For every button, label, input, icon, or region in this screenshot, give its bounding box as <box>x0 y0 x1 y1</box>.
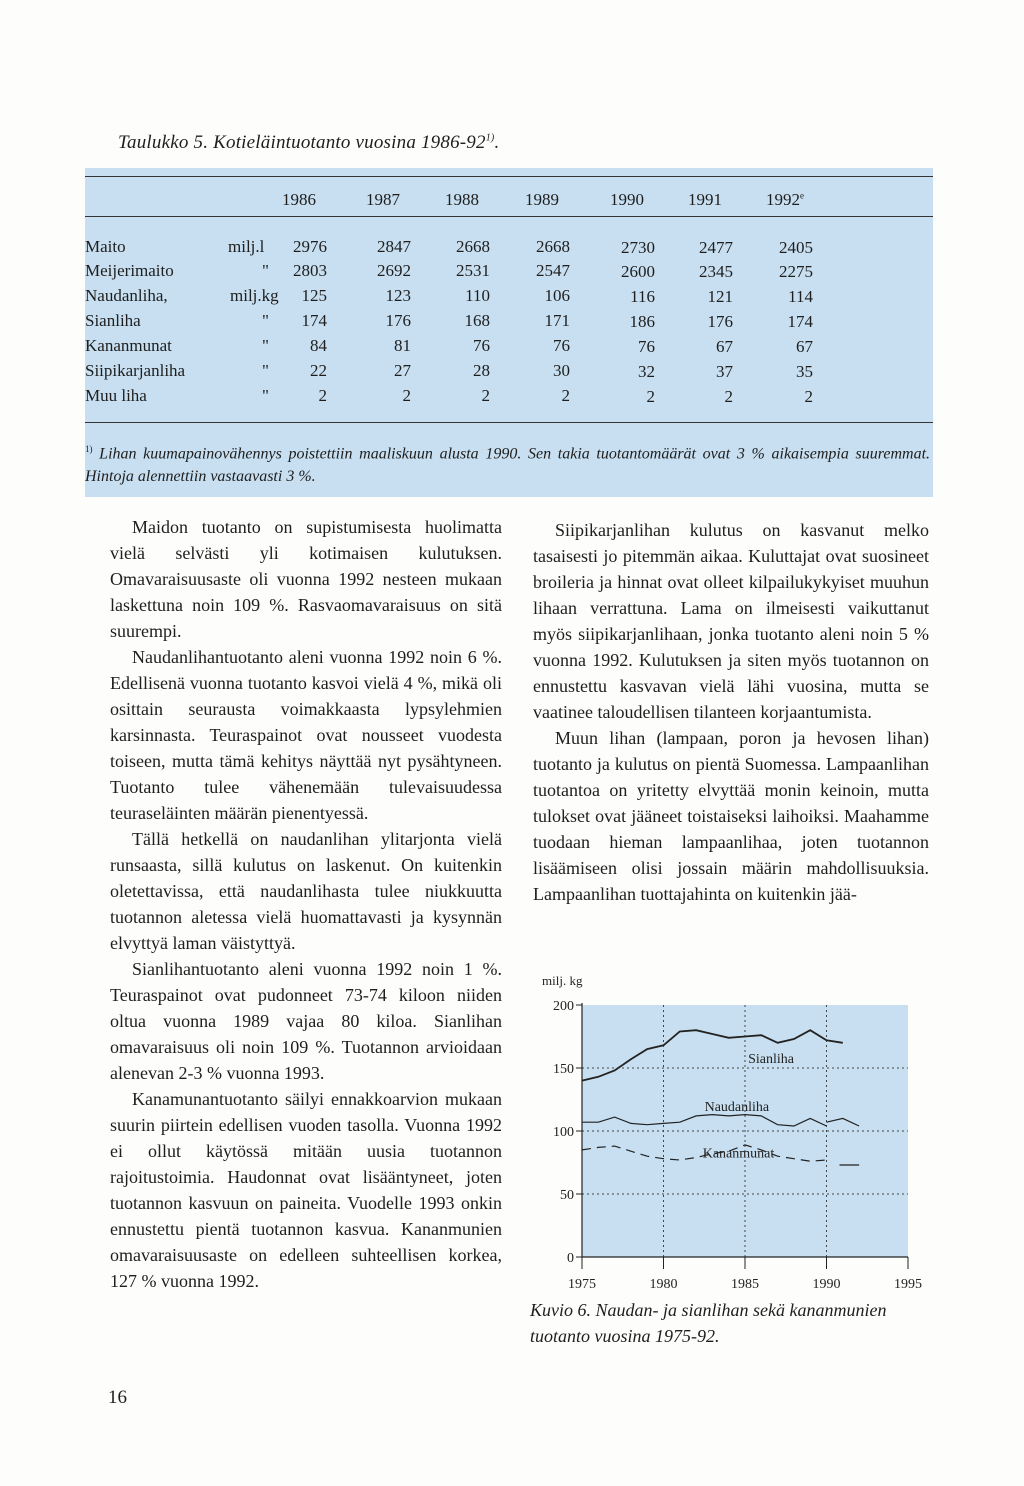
table-cell: 2275 <box>779 262 813 281</box>
table-cell: 28 <box>473 361 490 380</box>
table-cell: 110 <box>465 286 490 305</box>
row-label: Siipikarjanliha <box>85 361 186 380</box>
table-cell: 30 <box>553 361 570 380</box>
table-cell: 2600 <box>621 262 655 281</box>
row-unit: " <box>262 386 269 405</box>
table-cell: 2803 <box>293 261 327 280</box>
production-table <box>85 168 933 497</box>
x-tick-label: 1975 <box>568 1277 596 1288</box>
year-label: 1992 <box>766 190 800 209</box>
table-header-year <box>587 190 667 210</box>
table-caption: Taulukko 5. Kotieläintuotanto vuosina 1986-92$^{1)}$. <box>118 132 500 153</box>
table-header-year <box>745 190 825 210</box>
row-unit: " <box>262 361 269 380</box>
y-tick-label: 150 <box>553 1062 574 1077</box>
table-cell: 76 <box>553 336 570 355</box>
y-tick-label: 200 <box>553 999 574 1014</box>
table-cell: 174 <box>787 312 813 331</box>
table-cell: 116 <box>630 287 655 306</box>
table-cell: 2 <box>318 386 327 405</box>
row-label: Muu liha <box>85 386 147 405</box>
y-axis-label: milj. kg <box>542 973 583 988</box>
table-cell: 121 <box>707 287 733 306</box>
table-cell: 171 <box>544 311 570 330</box>
table-cell: 2531 <box>456 261 490 280</box>
series-label: Naudanliha <box>704 1099 770 1115</box>
right-text-column <box>533 517 929 907</box>
table-cell: 114 <box>788 287 813 306</box>
y-tick-label: 0 <box>567 1251 574 1266</box>
x-tick-label: 1990 <box>812 1277 841 1288</box>
table-cell: 37 <box>716 362 733 381</box>
table-cell: 2 <box>646 387 655 406</box>
table-cell: 81 <box>394 336 411 355</box>
estimate-mark: e <box>800 190 804 201</box>
y-tick-label: 50 <box>560 1188 574 1203</box>
left-text-column <box>110 514 502 1294</box>
row-label: Maito <box>85 237 126 256</box>
paragraph: Tällä hetkellä on naudanlihan ylitarjonta vielä runsaasta, sillä kulutus on laskenut. On kuitenkin oletettavissa, että naudanlihasta tulee niukkuutta tuotannon aletessa vielä huomattavasti ja kysynnän elvyttyä laman väistyttyä. <box>110 829 502 953</box>
row-unit: milj.kg <box>230 286 279 305</box>
table-cell: 2730 <box>621 238 655 257</box>
table-cell: 32 <box>638 362 655 381</box>
table-cell: 2 <box>561 386 570 405</box>
table-cell: 2547 <box>536 261 570 280</box>
table-cell: 35 <box>796 362 813 381</box>
year-label: 1989 <box>525 190 559 209</box>
table-cell: 76 <box>638 337 655 356</box>
table-cell: 2 <box>724 387 733 406</box>
table-footnote: $^{1)}$ Lihan kuumapainovähennys poistettiin maaliskuun alusta 1990. Sen takia tuotantomäärät ovat 3 % aikaisempia suuremmat. Hintoja alennettiin vastaavasti 3 %. <box>85 444 931 486</box>
paragraph: Muun lihan (lampaan, poron ja hevosen lihan) tuotanto ja kulutus on pientä Suomessa. Lampaanlihan tuotantoa on yritetty elvyttää monin keinoin, mutta tulokset ovat jääneet toistaiseksi laihoiksi. Maahamme tuodaan hieman lampaanlihaa, joten tuotannon lisäämiseen olisi jossain määrin mahdollisuuksia. Lampaanlihan tuottajahinta on kuitenkin jää- <box>533 728 929 904</box>
paragraph: Kanamunantuotanto säilyi ennakkoarvion mukaan suurin piirtein edellisen vuoden tasolla. Vuonna 1992 ei ollut käytössä mitään uusia tuotannon rajoitustoimia. Haudonnat ovat lisääntyneet, joten tuotannon kasvuun on paineita. Vuodelle 1993 onkin ennustettu pientä tuotannon kasvua. Kananmunien omavaraisuusaste on edelleen suhteellisen korkea, 127 % vuonna 1992. <box>110 1089 502 1291</box>
y-tick-label: 100 <box>553 1125 574 1140</box>
table-header-year <box>259 190 339 210</box>
series-label: Sianliha <box>748 1051 795 1067</box>
row-unit: milj.l <box>228 237 265 256</box>
row-unit: " <box>262 336 269 355</box>
table-cell: 2 <box>481 386 490 405</box>
table-cell: 125 <box>301 286 327 305</box>
table-cell: 67 <box>716 337 733 356</box>
row-label: Kananmunat <box>85 336 172 355</box>
table-cell: 174 <box>301 311 327 330</box>
x-tick-label: 1980 <box>649 1277 678 1288</box>
table-cell: 2668 <box>536 237 570 256</box>
table-header-rule <box>85 216 933 217</box>
table-cell: 168 <box>464 311 490 330</box>
year-label: 1986 <box>282 190 316 209</box>
year-label: 1987 <box>366 190 400 209</box>
year-label: 1991 <box>688 190 722 209</box>
row-label: Naudanliha, <box>85 286 168 305</box>
row-label: Meijerimaito <box>85 261 174 280</box>
table-cell: 2 <box>402 386 411 405</box>
table-cell: 22 <box>310 361 327 380</box>
table-cell: 176 <box>385 311 411 330</box>
table-bottom-rule <box>85 422 933 423</box>
paragraph: Naudanlihantuotanto aleni vuonna 1992 noin 6 %. Edellisenä vuonna tuotanto kasvoi vielä 4 %, mikä oli osittain seurausta voimakkaasta lypsylehmien karsinnasta. Teuraspainot ovat nousseet vuodesta toiseen, mutta tämä kehitys näyttää nyt pysähtyneen. Tuotanto tulee vähenemään tulevaisuudessa teuraseläinten määrän pienentyessä. <box>110 647 502 823</box>
table-cell: 27 <box>394 361 411 380</box>
x-tick-label: 1985 <box>731 1277 759 1288</box>
table-header-year <box>665 190 745 210</box>
table-cell: 84 <box>310 336 327 355</box>
year-label: 1990 <box>610 190 644 209</box>
row-label: Sianliha <box>85 311 141 330</box>
table-header-year <box>343 190 423 210</box>
paragraph: Sianlihantuotanto aleni vuonna 1992 noin 1 %. Teuraspainot ovat pudonneet 73-74 kiloon niiden oltua vuonna 1989 vajaa 80 kiloa. Sianlihan omavaraisuus oli noin 109 %. Tuotannon arvioidaan alenevan 2-3 % vuonna 1993. <box>110 959 502 1083</box>
table-cell: 2405 <box>779 238 813 257</box>
table-cell: 2477 <box>699 238 733 257</box>
figure-caption: Kuvio 6. Naudan- ja sianlihan sekä kananmunien tuotanto vuosina 1975-92. <box>530 1300 887 1346</box>
table-top-rule <box>85 176 933 177</box>
table-cell: 106 <box>544 286 570 305</box>
table-cell: 76 <box>473 336 490 355</box>
table-cell: 67 <box>796 337 813 356</box>
paragraph: Maidon tuotanto on supistumisesta huolimatta vielä selvästi yli kotimaisen kulutuksen. Omavaraisuusaste oli vuonna 1992 nesteen mukaan laskettuna noin 109 %. Rasvaomavaraisuus on sitä suurempi. <box>110 517 502 641</box>
table-header-year <box>422 190 502 210</box>
row-unit: " <box>262 261 269 280</box>
x-tick-label: 1995 <box>894 1277 922 1288</box>
series-label: Kananmunat <box>702 1146 775 1162</box>
table-cell: 2345 <box>699 262 733 281</box>
year-label: 1988 <box>445 190 479 209</box>
table-cell: 2976 <box>293 237 327 256</box>
table-cell: 176 <box>707 312 733 331</box>
production-line-chart <box>520 968 930 1288</box>
paragraph: Siipikarjanlihan kulutus on kasvanut melko tasaisesti jo pitemmän aikaa. Kuluttajat ovat suosineet broileria ja hinnat ovat olleet kilpailukykyiset muuhun lihaan verrattuna. Lama on ilmeisesti vaikuttanut myös siipikarjanlihaan, jonka tuotanto aleni noin 5 % vuonna 1992. Kulutuksen ja siten myös tuotannon on ennustettu kasvavan vielä lähi vuosina, mutta se vaatinee taloudellisen tilanteen korjaantumista. <box>533 520 929 722</box>
table-cell: 123 <box>385 286 411 305</box>
table-header-year <box>502 190 582 210</box>
row-unit: " <box>262 311 269 330</box>
table-cell: 2668 <box>456 237 490 256</box>
table-cell: 2847 <box>377 237 411 256</box>
table-cell: 2 <box>804 387 813 406</box>
table-cell: 186 <box>629 312 655 331</box>
table-cell: 2692 <box>377 261 411 280</box>
page-number: 16 <box>108 1387 127 1408</box>
